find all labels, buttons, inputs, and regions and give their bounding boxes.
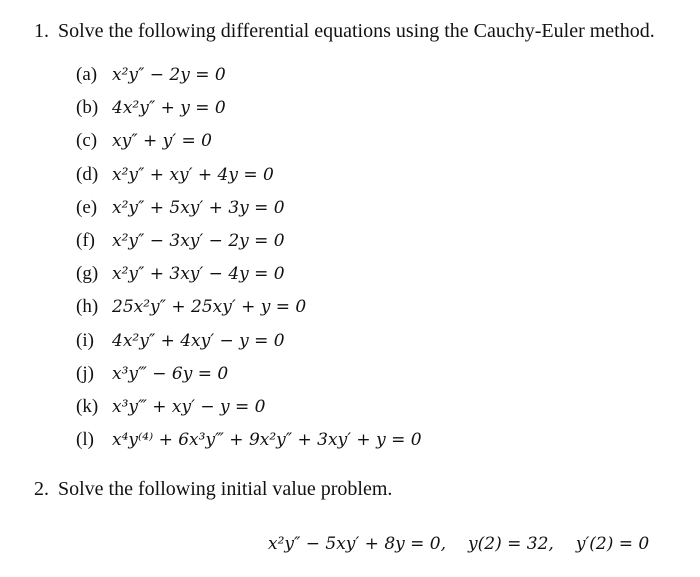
part-label: (l) bbox=[76, 429, 94, 451]
part-c bbox=[76, 129, 422, 162]
part-equation: 4x²y″ + 4xy′ − y = 0 bbox=[112, 330, 285, 351]
part-label: (a) bbox=[76, 64, 98, 85]
part-label: (c) bbox=[76, 130, 98, 152]
part-label: (b) bbox=[76, 97, 99, 119]
part-label: (j) bbox=[76, 362, 94, 384]
part-label: (d) bbox=[76, 163, 99, 185]
part-equation: x²y″ + 5xy′ + 3y = 0 bbox=[112, 197, 285, 218]
part-b bbox=[76, 96, 422, 129]
part-a bbox=[76, 63, 422, 96]
part-g bbox=[76, 262, 422, 295]
problem-2-instruction: Solve the following initial value problem. bbox=[58, 478, 393, 500]
part-l bbox=[76, 428, 422, 461]
part-equation: 25x²y″ + 25xy′ + y = 0 bbox=[112, 297, 307, 318]
problem-1-heading bbox=[34, 19, 655, 43]
problem-2-number: 2. bbox=[34, 478, 49, 500]
part-equation: x³y‴ − 6y = 0 bbox=[112, 363, 229, 384]
problem-1-number: 1. bbox=[34, 20, 49, 42]
part-label: (e) bbox=[76, 196, 98, 218]
part-k bbox=[76, 395, 422, 428]
problem-1-instruction: Solve the following differential equations using the Cauchy-Euler method. bbox=[58, 20, 655, 42]
part-equation: x³y‴ + xy′ − y = 0 bbox=[112, 396, 266, 417]
part-d bbox=[76, 163, 422, 196]
part-j bbox=[76, 362, 422, 395]
problem-2-heading bbox=[34, 477, 392, 501]
part-f bbox=[76, 229, 422, 262]
ivp-condition-1: y(2) = 32, bbox=[468, 534, 554, 554]
part-equation: 4x²y″ + y = 0 bbox=[112, 98, 226, 119]
part-label: (h) bbox=[76, 296, 99, 318]
part-equation: x²y″ − 3xy′ − 2y = 0 bbox=[112, 230, 285, 251]
problem-1-parts-list bbox=[76, 63, 422, 461]
part-i bbox=[76, 329, 422, 362]
part-equation: x⁴y⁽⁴⁾ + 6x³y‴ + 9x²y″ + 3xy′ + y = 0 bbox=[112, 430, 422, 451]
initial-value-problem bbox=[268, 532, 649, 556]
part-label: (f) bbox=[76, 229, 95, 251]
ivp-condition-2: y′(2) = 0 bbox=[575, 534, 650, 554]
part-label: (i) bbox=[76, 329, 94, 351]
part-e bbox=[76, 196, 422, 229]
part-equation: x²y″ + 3xy′ − 4y = 0 bbox=[112, 264, 285, 285]
ivp-equation: x²y″ − 5xy′ + 8y = 0, bbox=[268, 534, 447, 554]
part-equation: xy″ + y′ = 0 bbox=[112, 131, 212, 152]
part-equation: x²y″ + xy′ + 4y = 0 bbox=[112, 164, 274, 185]
part-label: (g) bbox=[76, 263, 99, 285]
part-h bbox=[76, 295, 422, 328]
part-equation: x²y″ − 2y = 0 bbox=[112, 65, 226, 85]
part-label: (k) bbox=[76, 395, 99, 417]
